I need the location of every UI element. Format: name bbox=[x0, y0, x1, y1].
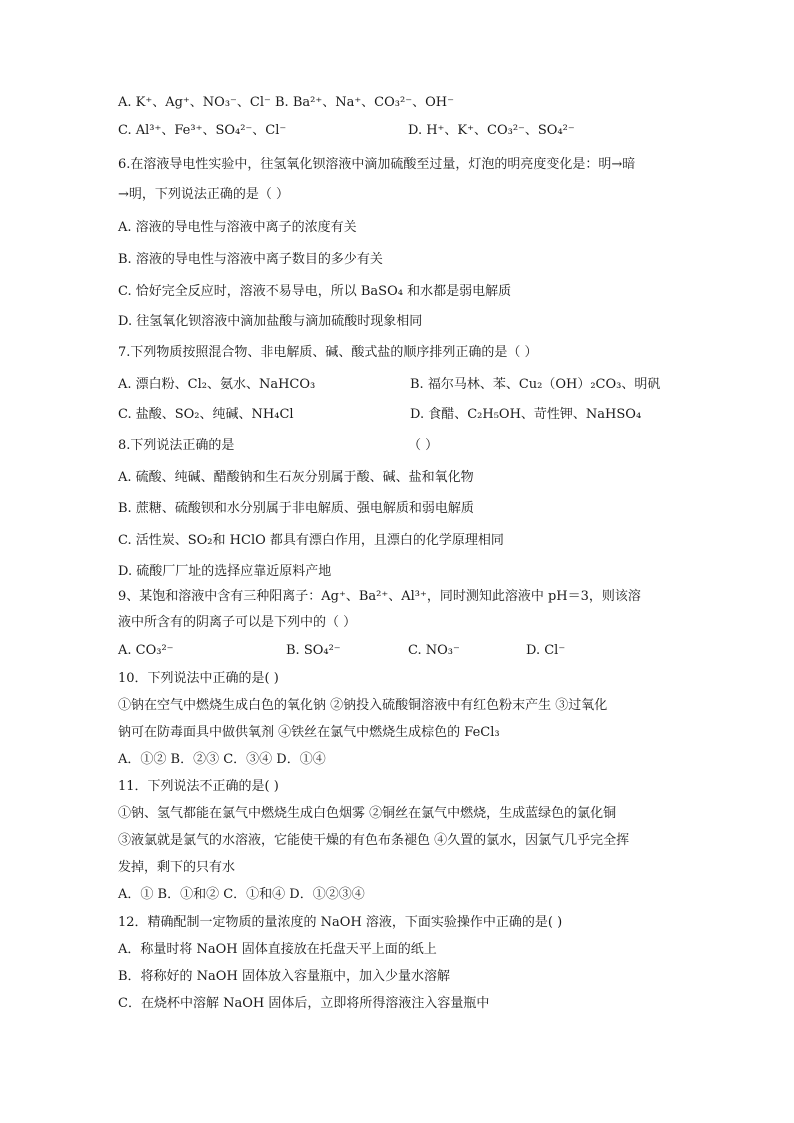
q5-option-d: D. H⁺、K⁺、CO₃²⁻、SO₄²⁻ bbox=[408, 123, 575, 138]
q6-option-a: A. 溶液的导电性与溶液中离子的浓度有关 bbox=[118, 220, 357, 235]
q10-statements-line2: 钠可在防毒面具中做供氧剂 ④铁丝在氯气中燃烧生成棕色的 FeCl₃ bbox=[118, 725, 500, 740]
q8-option-a: A. 硫酸、纯碱、醋酸钠和生石灰分别属于酸、碱、盐和氧化物 bbox=[118, 470, 474, 485]
q11-statements-line1: ①钠、氢气都能在氯气中燃烧生成白色烟雾 ②铜丝在氯气中燃烧，生成蓝绿色的氯化铜 bbox=[118, 806, 617, 821]
q7-option-d: D. 食醋、C₂H₅OH、苛性钾、NaHSO₄ bbox=[410, 407, 642, 422]
q5-options-cd-row bbox=[118, 122, 718, 140]
q8-answer-blank: （ ） bbox=[408, 438, 439, 453]
q6-stem-line2: →明，下列说法正确的是（ ） bbox=[118, 187, 290, 202]
q6-option-c: C. 恰好完全反应时，溶液不易导电，所以 BaSO₄ 和水都是弱电解质 bbox=[118, 284, 512, 299]
q12-option-b: B．将称好的 NaOH 固体放入容量瓶中，加入少量水溶解 bbox=[118, 969, 450, 984]
q7-options-cd-row bbox=[118, 406, 718, 424]
q6-stem-line1: 6.在溶液导电性实验中，往氢氧化钡溶液中滴加硫酸至过量，灯泡的明亮度变化是：明→暗 bbox=[118, 157, 636, 172]
q12-option-a: A．称量时将 NaOH 固体直接放在托盘天平上面的纸上 bbox=[118, 942, 437, 957]
q12-option-c: C．在烧杯中溶解 NaOH 固体后，立即将所得溶液注入容量瓶中 bbox=[118, 996, 490, 1011]
q8-stem-row bbox=[118, 437, 718, 455]
q9-option-a: A. CO₃²⁻ bbox=[118, 643, 174, 658]
q10-statements-line1: ①钠在空气中燃烧生成白色的氧化钠 ②钠投入硫酸铜溶液中有红色粉末产生 ③过氧化 bbox=[118, 698, 608, 713]
q9-stem-line1: 9、某饱和溶液中含有三种阳离子：Ag⁺、Ba²⁺、Al³⁺，同时测知此溶液中 pH＝3，则该溶 bbox=[118, 589, 641, 604]
q5-options-ab: A. K⁺、Ag⁺、NO₃⁻、Cl⁻ B. Ba²⁺、Na⁺、CO₃²⁻、OH⁻ bbox=[118, 95, 454, 110]
q9-option-b: B. SO₄²⁻ bbox=[286, 643, 341, 658]
q11-options: A．① B．①和② C．①和④ D．①②③④ bbox=[118, 887, 365, 902]
q7-option-c: C. 盐酸、SO₂、纯碱、NH₄Cl bbox=[118, 407, 294, 422]
q10-options: A．①② B．②③ C．③④ D．①④ bbox=[118, 752, 326, 767]
q8-option-b: B. 蔗糖、硫酸钡和水分别属于非电解质、强电解质和弱电解质 bbox=[118, 501, 474, 516]
q9-stem-line2: 液中所含有的阴离子可以是下列中的（ ） bbox=[118, 615, 357, 630]
q8-option-c: C. 活性炭、SO₂和 HClO 都具有漂白作用，且漂白的化学原理相同 bbox=[118, 533, 504, 548]
q9-option-d: D. Cl⁻ bbox=[526, 643, 566, 658]
q11-stem: 11．下列说法不正确的是( ) bbox=[118, 779, 279, 794]
q8-stem: 8.下列说法正确的是 bbox=[118, 438, 235, 453]
q11-statements-line2: ③液氯就是氯气的水溶液，它能使干燥的有色布条褪色 ④久置的氯水，因氯气几乎完全挥 bbox=[118, 833, 630, 848]
q5-option-c: C. Al³⁺、Fe³⁺、SO₄²⁻、Cl⁻ bbox=[118, 123, 287, 138]
q12-stem: 12．精确配制一定物质的量浓度的 NaOH 溶液，下面实验操作中正确的是( ) bbox=[118, 915, 563, 930]
q9-option-c: C. NO₃⁻ bbox=[408, 643, 460, 658]
q6-option-b: B. 溶液的导电性与溶液中离子数目的多少有关 bbox=[118, 252, 383, 267]
q7-option-a: A. 漂白粉、Cl₂、氨水、NaHCO₃ bbox=[118, 377, 316, 392]
q7-options-ab-row bbox=[118, 376, 718, 394]
q7-option-b: B. 福尔马林、苯、Cu₂（OH）₂CO₃、明矾 bbox=[410, 377, 661, 392]
q8-option-d: D. 硫酸厂厂址的选择应靠近原料产地 bbox=[118, 564, 332, 579]
q11-statements-line3: 发掉，剩下的只有水 bbox=[118, 860, 236, 875]
q10-stem: 10．下列说法中正确的是( ) bbox=[118, 671, 279, 686]
q7-stem: 7.下列物质按照混合物、非电解质、碱、酸式盐的顺序排列正确的是（ ） bbox=[118, 345, 538, 360]
q6-option-d: D. 往氢氧化钡溶液中滴加盐酸与滴加硫酸时现象相同 bbox=[118, 314, 423, 329]
q9-options-row bbox=[118, 642, 718, 660]
